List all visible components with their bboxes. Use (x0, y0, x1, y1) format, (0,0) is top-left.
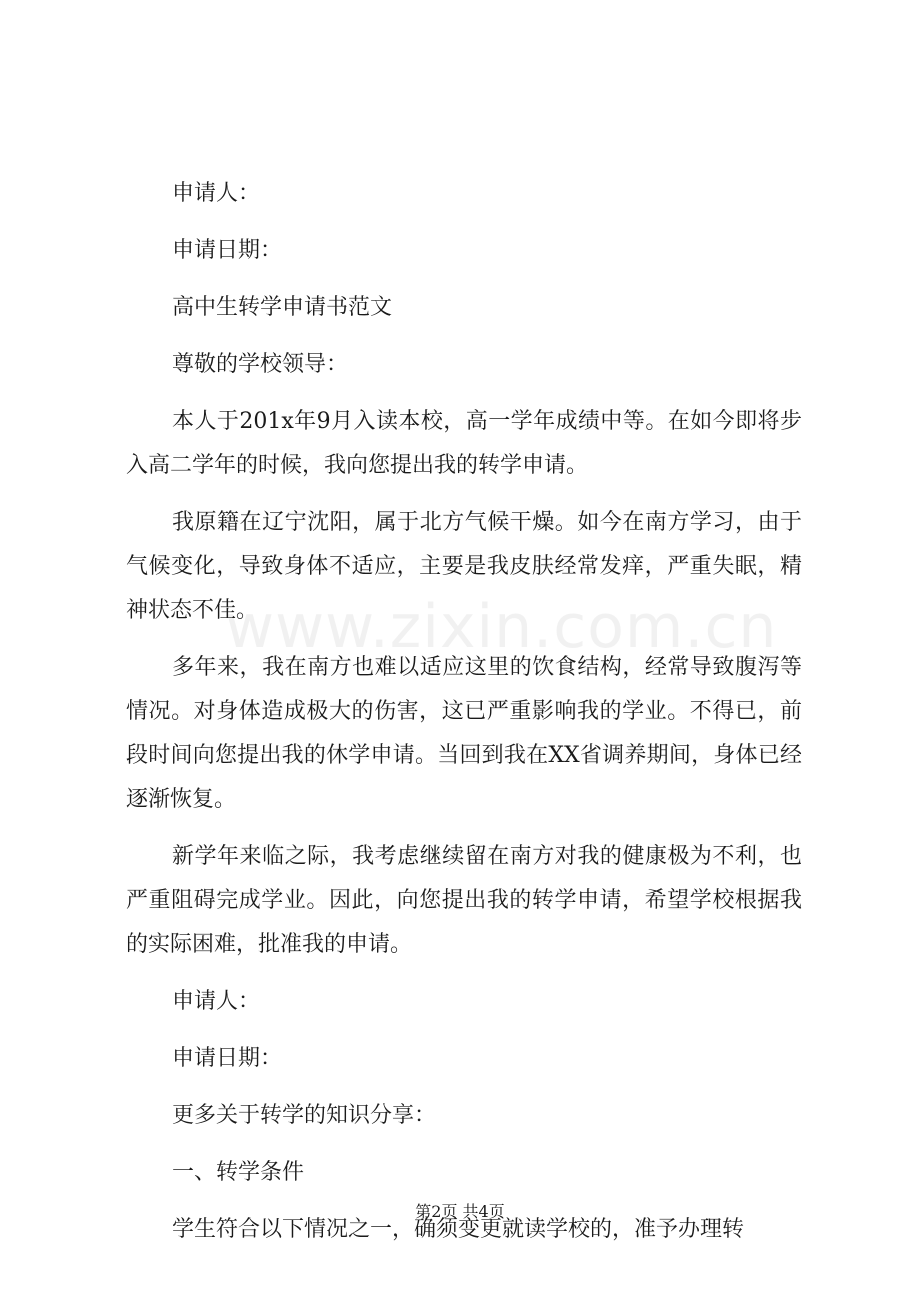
body-paragraph: 我原籍在辽宁沈阳，属于北方气候干燥。如今在南方学习，由于气候变化，导致身体不适应，主要是我皮肤经常发痒，严重失眠，精神状态不佳。 (126, 510, 802, 623)
document-body (126, 172, 802, 1265)
page-number-footer: 第2页 共4页 (415, 1202, 505, 1221)
section-intro: 更多关于转学的知识分享： (172, 1103, 437, 1128)
body-paragraph: 本人于201x年9月入读本校，高一学年成绩中等。在如今即将步入高二学年的时候，我向您提出我的转学申请。 (126, 409, 802, 478)
section-heading: 一、转学条件 (172, 1160, 305, 1185)
watermark-text: www.zixin.com.cn (225, 592, 778, 662)
applicant-label: 申请人： (172, 989, 261, 1014)
application-date-label: 申请日期： (172, 1046, 283, 1071)
document-title: 高中生转学申请书范文 (172, 295, 393, 320)
application-date-label: 申请日期： (172, 238, 283, 263)
body-paragraph: 多年来，我在南方也难以适应这里的饮食结构，经常导致腹泻等情况。对身体造成极大的伤害，这已严重影响我的学业。不得已，前段时间向您提出我的休学申请。当回到我在XX省调养期间，身体已经逐渐恢复。 (126, 655, 802, 812)
body-paragraph: 学生符合以下情况之一，确须变更就读学校的，准予办理转 (172, 1217, 745, 1242)
body-paragraph: 新学年来临之际，我考虑继续留在南方对我的健康极为不利，也严重阻碍完成学业。因此，向您提出我的转学申请，希望学校根据我的实际困难，批准我的申请。 (126, 844, 802, 957)
salutation: 尊敬的学校领导： (172, 352, 349, 377)
applicant-label: 申请人： (172, 181, 261, 206)
